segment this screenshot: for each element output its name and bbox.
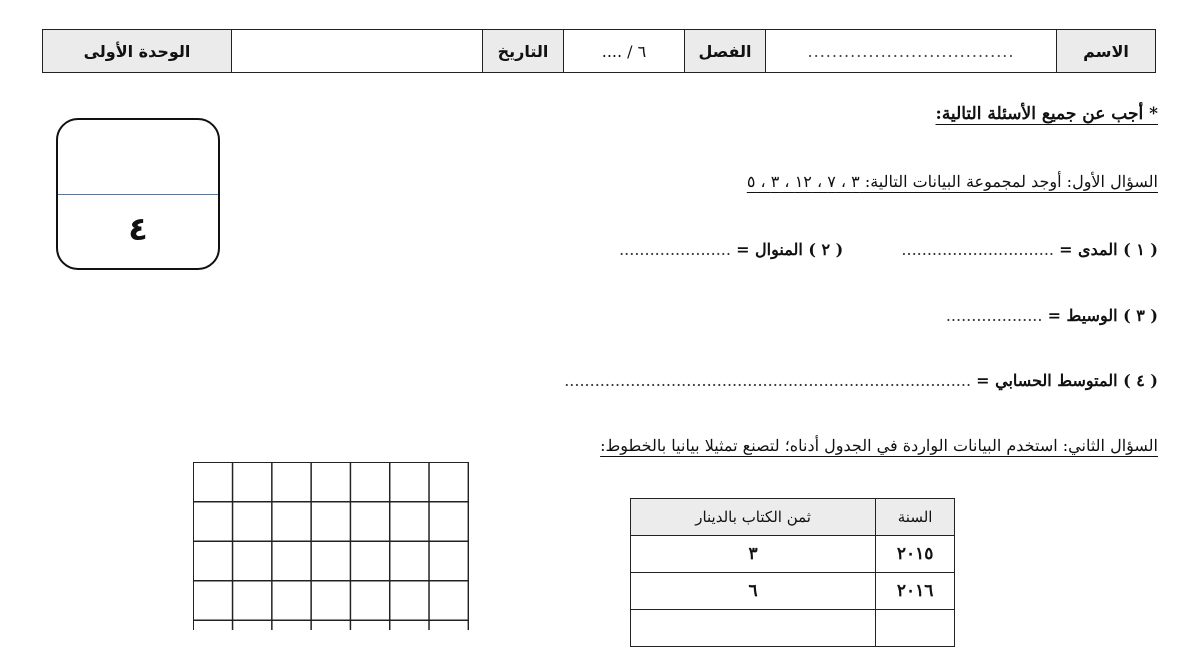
column-header-year: السنة: [876, 499, 955, 536]
graph-grid[interactable]: [193, 462, 469, 630]
mode-answer[interactable]: ......................: [619, 240, 731, 259]
name-label: الاسم: [1057, 30, 1156, 73]
question-1-row-3: [946, 306, 1158, 325]
median-label: ( ٣ ) الوسيط =: [1047, 306, 1158, 325]
question-2-title: السؤال الثاني: استخدم البيانات الواردة في الجدول أدناه؛ لتصنع تمثيلا بيانيا بالخطوط:: [600, 436, 1158, 455]
table-cell-price: ٦: [631, 573, 876, 610]
median-answer[interactable]: ...................: [945, 306, 1043, 325]
question-1-row-4: [564, 371, 1158, 390]
date-label: التاريخ: [483, 30, 564, 73]
mean-label: ( ٤ ) المتوسط الحسابي =: [976, 371, 1158, 390]
range-label: ( ١ ) المدى =: [1059, 240, 1158, 259]
class-label: الفصل: [685, 30, 766, 73]
table-cell-price: [631, 610, 876, 647]
range-answer[interactable]: ..............................: [901, 240, 1054, 259]
score-box: [56, 118, 220, 270]
name-field[interactable]: ..................................: [766, 30, 1057, 73]
table-row: [631, 573, 955, 610]
table-header-row: [631, 499, 955, 536]
student-info-header: [42, 29, 1156, 73]
mode-label: ( ٢ ) المنوال =: [736, 240, 844, 259]
score-total: ٤: [128, 210, 148, 248]
question-1-text: السؤال الأول: أوجد لمجموعة البيانات التالية: ٣ ، ٧ ، ١٢ ، ٣ ، ٥: [746, 172, 1158, 191]
date-field[interactable]: [232, 30, 483, 73]
data-table: [630, 498, 955, 647]
table-row: [631, 536, 955, 573]
table-cell-price: ٣: [631, 536, 876, 573]
table-cell-year: [876, 610, 955, 647]
score-divider: [58, 194, 218, 195]
column-header-price: ثمن الكتاب بالدينار: [631, 499, 876, 536]
table-cell-year: ٢٠١٦: [876, 573, 955, 610]
class-field[interactable]: ٦ / ....: [564, 30, 685, 73]
unit-label: الوحدة الأولى: [43, 30, 232, 73]
question-1-title: [747, 172, 1158, 191]
mean-answer[interactable]: ................................................................................: [564, 371, 972, 390]
table-row-partial: [631, 610, 955, 647]
table-cell-year: ٢٠١٥: [876, 536, 955, 573]
instructions: * أجب عن جميع الأسئلة التالية:: [935, 104, 1158, 124]
question-1-row-1: [418, 240, 1158, 259]
